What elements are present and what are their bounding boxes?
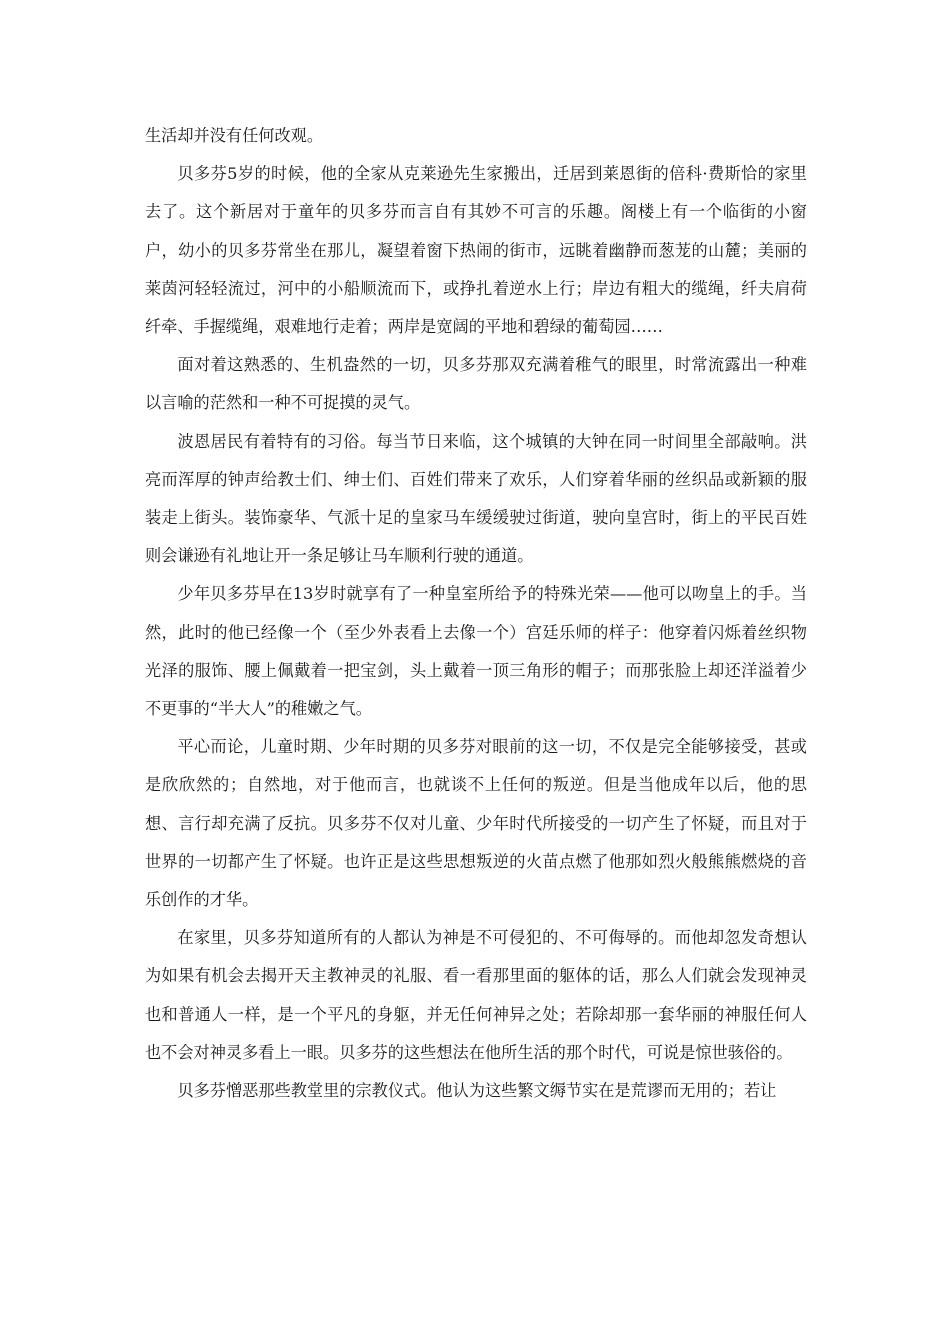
paragraph-religion-views: 在家里，贝多芬知道所有的人都认为神是不可侵犯的、不可侮辱的。而他却忽发奇想认为如果有机会去揭开天主教神灵的礼服、看一看那里面的躯体的话，那么人们就会发现神灵也和普通人一样，是一个平凡的身躯，并无任何神异之处；若除却那一套华丽的神服任何人也不会对神灵多看上一眼。贝多芬的这些想法在他所生活的那个时代，可说是惊世骇俗的。: [145, 928, 807, 1062]
paragraph-continued: 生活却并没有任何改观。: [145, 126, 324, 145]
paragraph-rebellion: 平心而论，儿童时期、少年时期的贝多芬对眼前的这一切，不仅是完全能够接受，甚或是欣欣然的；自然地，对于他而言，也就谈不上任何的叛逆。但是当他成年以后，他的思想、言行却充满了反抗。贝多芬不仅对儿童、少年时代所接受的一切产生了怀疑，而且对于世界的一切都产生了怀疑。也许正是这些思想叛逆的火苗点燃了他那如烈火般熊熊燃烧的音乐创作的才华。: [145, 737, 807, 910]
paragraph-court-musician: 少年贝多芬早在13岁时就享有了一种皇室所给予的特殊光荣——他可以吻皇上的手。当然，此时的他已经像一个（至少外表看上去像一个）宫廷乐师的样子：他穿着闪烁着丝织物光泽的服饰、腰上佩戴着一把宝剑，头上戴着一顶三角形的帽子；而那张脸上却还洋溢着少不更事的“半大人”的稚嫩之气。: [145, 584, 807, 719]
paragraph-childhood-gaze: 面对着这熟悉的、生机盎然的一切，贝多芬那双充满着稚气的眼里，时常流露出一种难以言喻的茫然和一种不可捉摸的灵气。: [145, 355, 807, 413]
paragraph-church-rituals: 贝多芬憎恶那些教堂里的宗教仪式。他认为这些繁文缛节实在是荒谬而无用的；若让: [177, 1081, 777, 1101]
document-page: [145, 117, 807, 1110]
paragraph-bonn-customs: 波恩居民有着特有的习俗。每当节日来临，这个城镇的大钟在同一时间里全部敲响。洪亮而浑厚的钟声给教士们、绅士们、百姓们带来了欢乐，人们穿着华丽的丝织品或新颖的服装走上街头。装饰豪华、气派十足的皇家马车缓缓驶过街道，驶向皇宫时，街上的平民百姓则会谦逊有礼地让开一条足够让马车顺利行驶的通道。: [145, 431, 807, 566]
paragraph-beethoven-new-home: 贝多芬5岁的时候，他的全家从克莱逊先生家搬出，迁居到莱恩街的倍科·费斯恰的家里去了。这个新居对于童年的贝多芬而言自有其妙不可言的乐趣。阁楼上有一个临街的小窗户，幼小的贝多芬常坐在那儿，凝望着窗下热闹的街市，远眺着幽静而葱茏的山麓；美丽的莱茵河轻轻流过，河中的小船顺流而下，或挣扎着逆水上行；岸边有粗大的缆绳，纤夫肩荷纤牵、手握缆绳，艰难地行走着；两岸是宽阔的平地和碧绿的葡萄园……: [145, 164, 807, 337]
